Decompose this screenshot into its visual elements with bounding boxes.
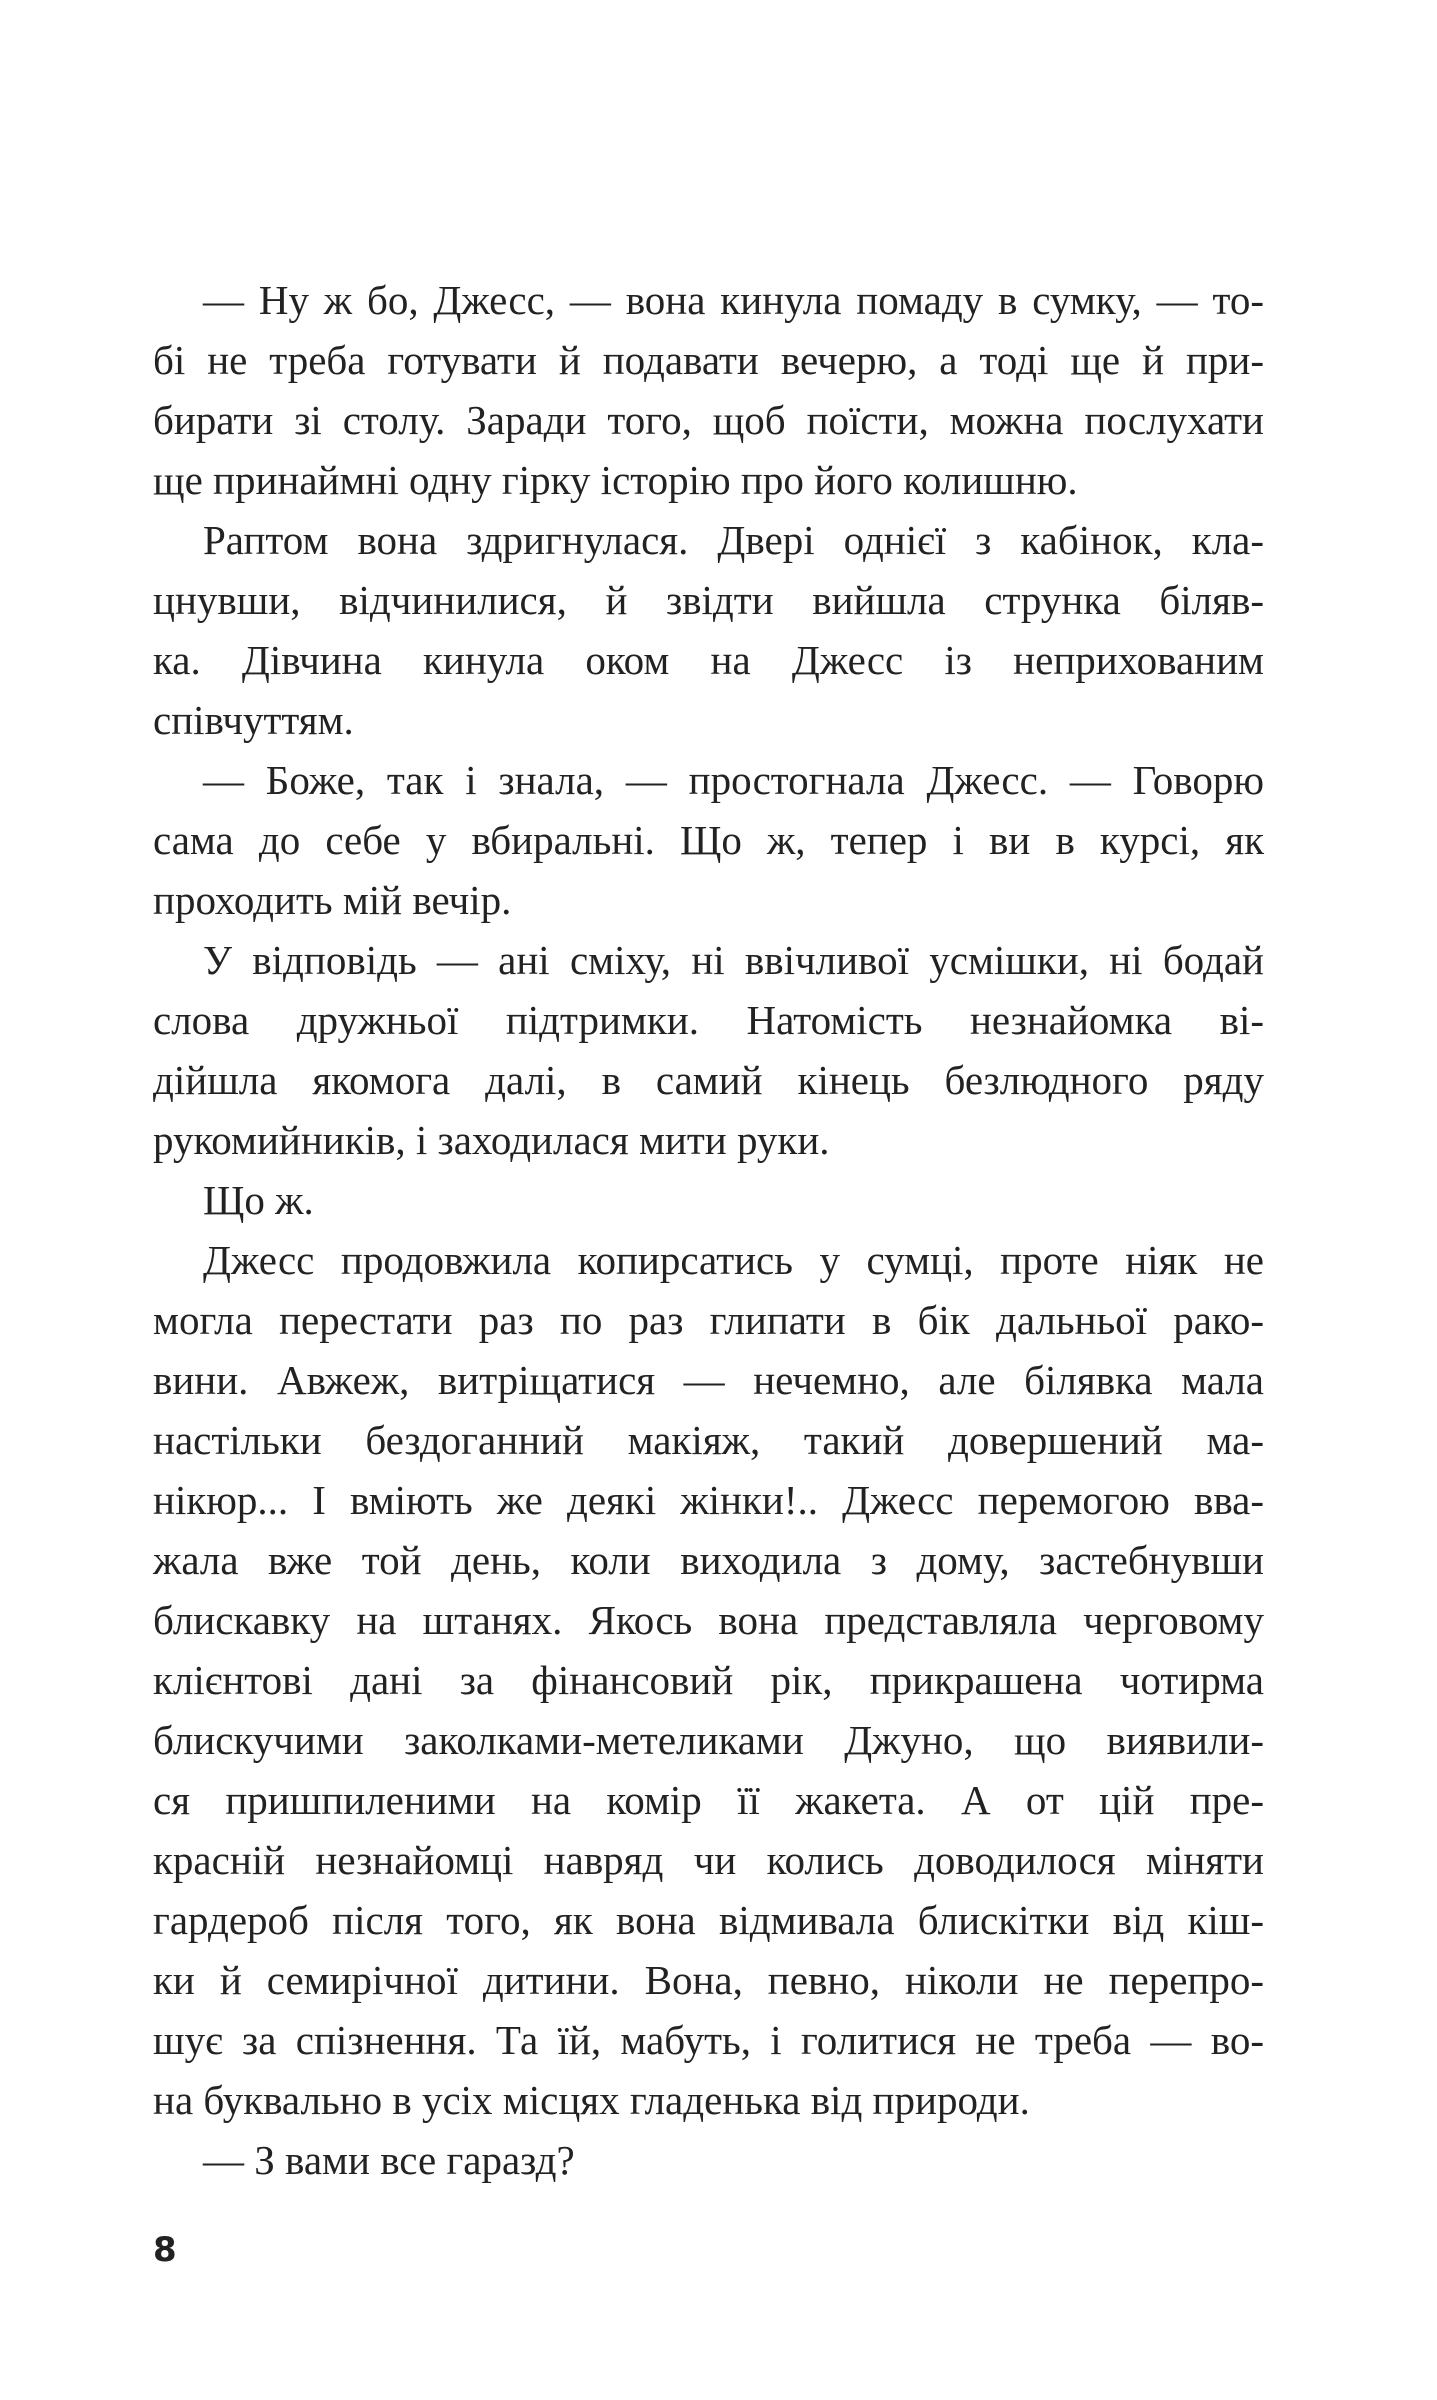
text-line: — Боже, так і знала, — простогнала Джесс. — Говорю bbox=[203, 757, 1264, 803]
text-line: ка. Дівчина кинула оком на Джесс із неприхованим bbox=[153, 637, 1264, 683]
text-line: слова дружньої підтримки. Натомість незнайомка ві- bbox=[153, 997, 1264, 1043]
text-line: клієнтові дані за фінансовий рік, прикрашена чотирма bbox=[153, 1657, 1264, 1703]
text-line: нікюр... І вміють же деякі жінки!.. Джесс перемогою вва- bbox=[153, 1477, 1264, 1523]
text-line: бирати зі столу. Заради того, щоб поїсти, можна послухати bbox=[153, 397, 1264, 443]
text-line: — З вами все гаразд? bbox=[203, 2137, 575, 2183]
text-line: жала вже той день, коли виходила з дому, застебнувши bbox=[153, 1537, 1264, 1583]
text-line: проходить мій вечір. bbox=[153, 877, 512, 923]
text-line: У відповідь — ані сміху, ні ввічливої усмішки, ні бодай bbox=[203, 937, 1264, 983]
text-line: настільки бездоганний макіяж, такий довершений ма- bbox=[153, 1417, 1264, 1463]
text-line: співчуттям. bbox=[153, 697, 354, 743]
text-line: Раптом вона здригнулася. Двері однієї з кабінок, кла- bbox=[203, 517, 1264, 563]
text-line: вини. Авжеж, витріщатися — нечемно, але білявка мала bbox=[153, 1357, 1264, 1403]
text-line: Що ж. bbox=[203, 1177, 314, 1223]
text-line: могла перестати раз по раз глипати в бік дальньої рако- bbox=[153, 1297, 1264, 1343]
text-line: на буквально в усіх місцях гладенька від природи. bbox=[153, 2077, 1030, 2123]
text-line: блискавку на штанях. Якось вона представляла черговому bbox=[153, 1597, 1264, 1643]
text-line: Джесс продовжила копирсатись у сумці, проте ніяк не bbox=[203, 1237, 1264, 1283]
text-line: гардероб після того, як вона відмивала блискітки від кіш- bbox=[153, 1897, 1264, 1943]
text-line: ки й семирічної дитини. Вона, певно, ніколи не перепро- bbox=[153, 1957, 1264, 2003]
text-line: блискучими заколками-метеликами Джуно, що виявили- bbox=[153, 1717, 1264, 1763]
text-line: бі не треба готувати й подавати вечерю, а тоді ще й при- bbox=[153, 337, 1264, 383]
text-line: сама до себе у вбиральні. Що ж, тепер і ви в курсі, як bbox=[153, 817, 1264, 863]
text-line: красній незнайомці навряд чи колись доводилося міняти bbox=[153, 1837, 1264, 1883]
text-line: шує за спізнення. Та їй, мабуть, і голитися не треба — во- bbox=[153, 2017, 1264, 2063]
text-line: дійшла якомога далі, в самий кінець безлюдного ряду bbox=[153, 1057, 1264, 1103]
text-line: рукомийників, і заходилася мити руки. bbox=[153, 1117, 830, 1163]
text-line: цнувши, відчинилися, й звідти вийшла струнка біляв- bbox=[153, 577, 1264, 623]
text-line: — Ну ж бо, Джесс, — вона кинула помаду в сумку, — то- bbox=[203, 277, 1264, 323]
text-line: ще принаймні одну гірку історію про його колишню. bbox=[153, 457, 1078, 503]
text-line: ся пришпиленими на комір її жакета. А от цій пре- bbox=[153, 1777, 1264, 1823]
page-number: 8 bbox=[153, 2230, 177, 2270]
